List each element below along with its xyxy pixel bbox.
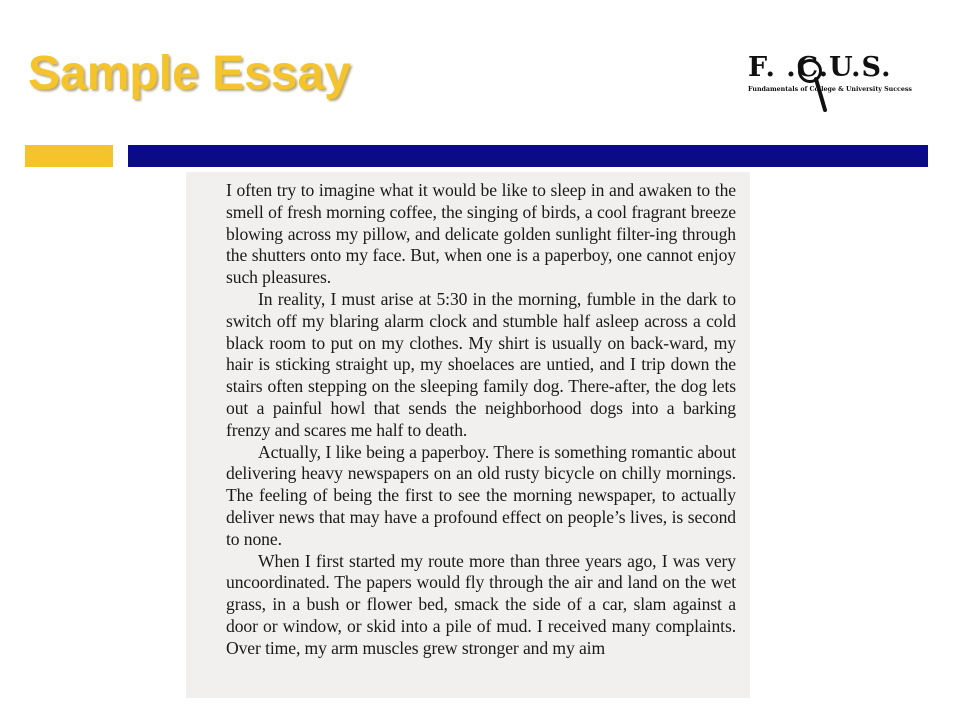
- essay-text: [226, 180, 736, 660]
- accent-bar-navy: [128, 145, 928, 167]
- essay-paragraph: When I first started my route more than three years ago, I was very uncoordinated. The papers would fly through the air and land on the wet grass, in a bush or flower bed, smack the side of a car, slam against a door or window, or skid into a pile of mud. I received many complaints. Over time, my arm muscles grew stronger and my aim: [226, 550, 736, 658]
- essay-paragraph: I often try to imagine what it would be like to sleep in and awaken to the smell of fresh morning coffee, the singing of birds, a cool fragrant breeze blowing across my pillow, and delicate golden sunlight filter-ing through the shutters onto my face. But, when one is a paperboy, one cannot enjoy such pleasures.: [226, 180, 736, 288]
- slide-title: Sample Essay: [28, 47, 351, 100]
- logo-wordmark: F. .C.U.S.: [748, 52, 892, 83]
- essay-paragraph: In reality, I must arise at 5:30 in the morning, fumble in the dark to switch off my blaring alarm clock and stumble half asleep across a cold black room to put on my clothes. My shirt is usually on back-ward, my hair is sticking straight up, my shoelaces are untied, and I trip down the stairs often stepping on the sleeping family dog. There-after, the dog lets out a painful howl that sends the neighborhood dogs into a barking frenzy and scares me half to death.: [226, 288, 736, 440]
- accent-bar-gold: [25, 145, 113, 167]
- magnifying-glass-icon: [794, 54, 828, 116]
- logo-tagline: Fundamentals of College & University Success: [748, 86, 912, 93]
- essay-paragraph: Actually, I like being a paperboy. There is something romantic about delivering heavy newspapers on an old rusty bicycle on chilly mornings. The feeling of being the first to see the morning newspaper, to actually deliver news that may have a profound effect on people’s lives, is second to none.: [226, 441, 736, 549]
- focus-logo: [746, 52, 926, 114]
